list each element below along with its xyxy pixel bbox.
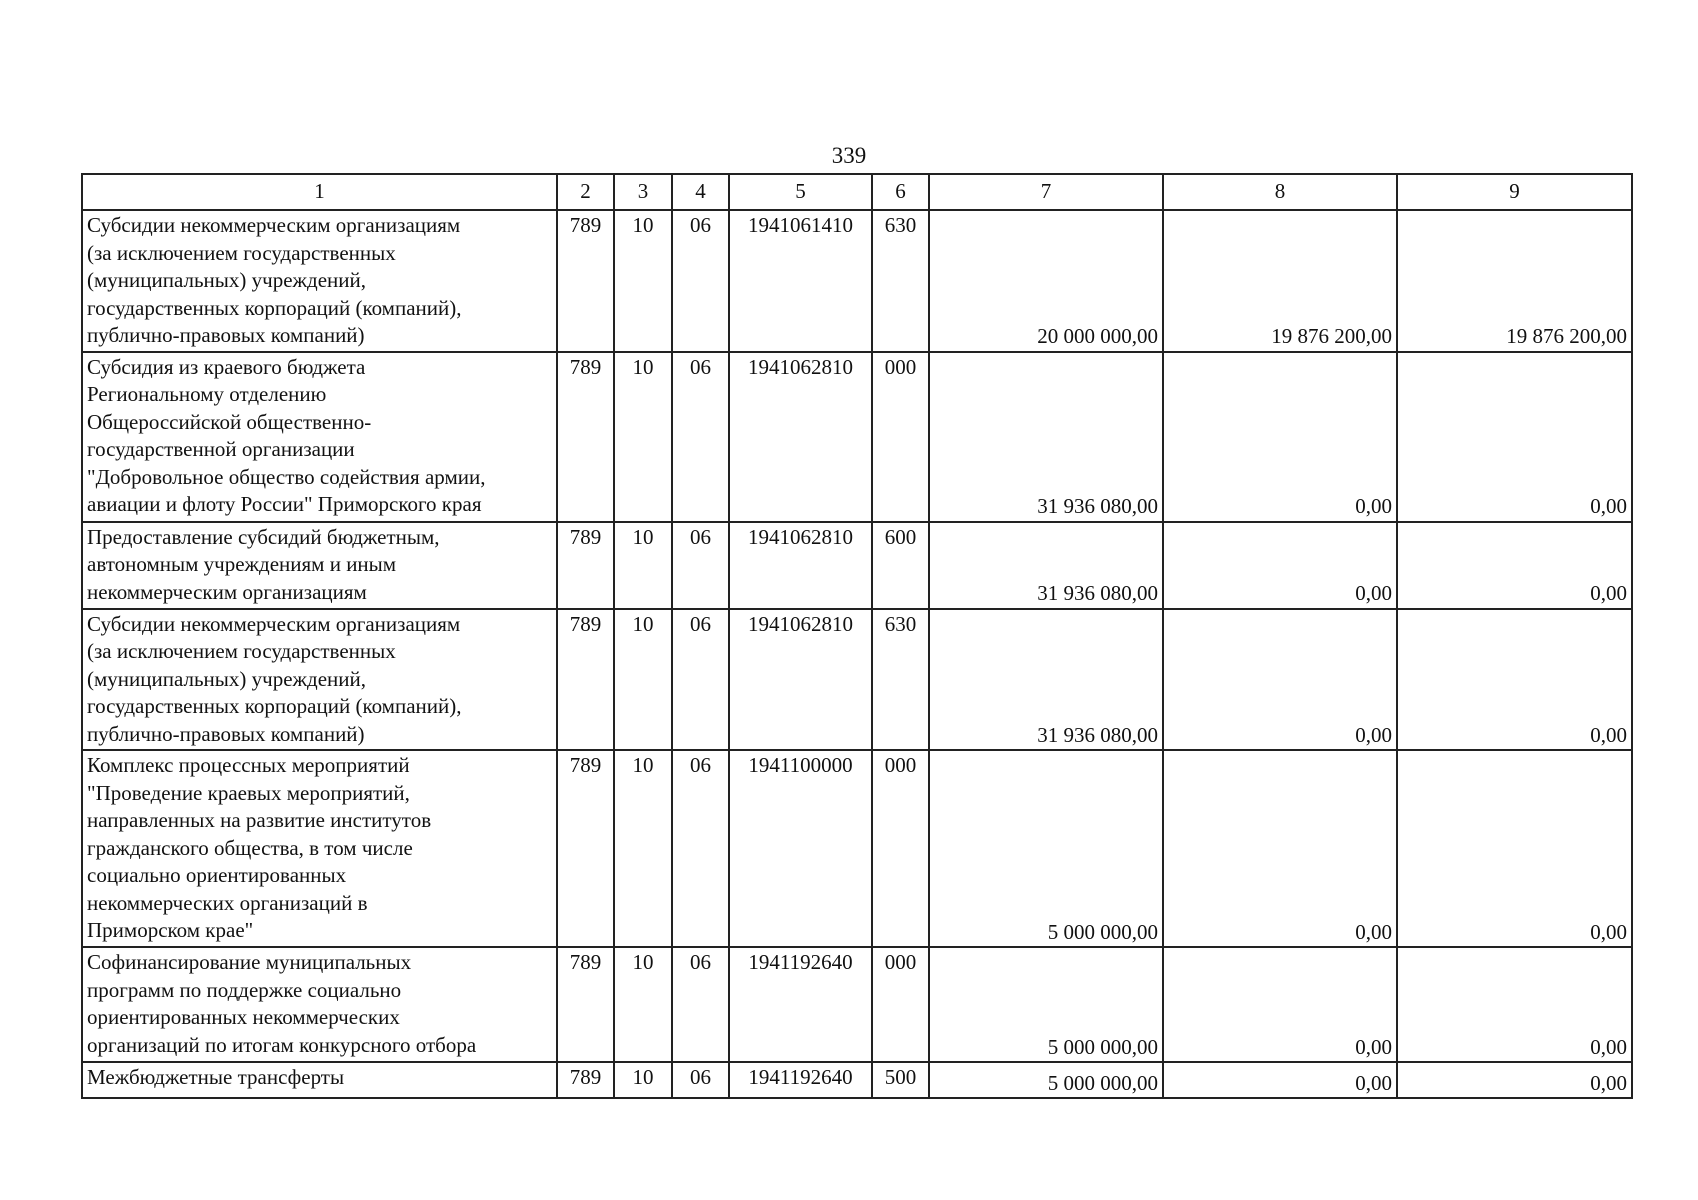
code-col4: 06	[672, 947, 729, 1062]
code-col3: 10	[614, 750, 672, 947]
code-col3: 10	[614, 522, 672, 609]
code-col5: 1941100000	[729, 750, 872, 947]
table-row	[82, 609, 1632, 751]
row-name: Субсидия из краевого бюджета Региональному отделению Общероссийской общественно- государственной организации "Добровольное общество содействия армии, авиации и флоту России" Приморского края	[82, 352, 557, 522]
amount-col9: 0,00	[1397, 1062, 1632, 1098]
code-col2: 789	[557, 1062, 614, 1098]
budget-table	[81, 173, 1633, 1099]
amount-col8: 0,00	[1163, 750, 1397, 947]
code-col2: 789	[557, 210, 614, 352]
column-header: 5	[729, 174, 872, 210]
row-name: Предоставление субсидий бюджетным, автономным учреждениям и иным некоммерческим организациям	[82, 522, 557, 609]
table-row	[82, 522, 1632, 609]
amount-col9: 0,00	[1397, 750, 1632, 947]
code-col6: 630	[872, 609, 929, 751]
table-row	[82, 210, 1632, 352]
amount-col7: 31 936 080,00	[929, 609, 1163, 751]
code-col5: 1941062810	[729, 609, 872, 751]
code-col6: 500	[872, 1062, 929, 1098]
amount-col7: 31 936 080,00	[929, 352, 1163, 522]
code-col2: 789	[557, 522, 614, 609]
column-header: 4	[672, 174, 729, 210]
column-header: 8	[1163, 174, 1397, 210]
amount-col9: 0,00	[1397, 522, 1632, 609]
code-col5: 1941062810	[729, 352, 872, 522]
column-header: 6	[872, 174, 929, 210]
row-name: Межбюджетные трансферты	[82, 1062, 557, 1098]
amount-col8: 0,00	[1163, 352, 1397, 522]
table-row	[82, 1062, 1632, 1098]
amount-col7: 20 000 000,00	[929, 210, 1163, 352]
column-header: 1	[82, 174, 557, 210]
amount-col9: 0,00	[1397, 609, 1632, 751]
row-name: Комплекс процессных мероприятий "Проведение краевых мероприятий, направленных на развитие институтов гражданского общества, в том числе социально ориентированных некоммерческих организаций в Приморском крае"	[82, 750, 557, 947]
amount-col9: 0,00	[1397, 352, 1632, 522]
table-header-row	[82, 174, 1632, 210]
table-row	[82, 947, 1632, 1062]
code-col4: 06	[672, 609, 729, 751]
code-col5: 1941062810	[729, 522, 872, 609]
code-col4: 06	[672, 352, 729, 522]
code-col3: 10	[614, 210, 672, 352]
amount-col8: 19 876 200,00	[1163, 210, 1397, 352]
code-col6: 630	[872, 210, 929, 352]
code-col2: 789	[557, 609, 614, 751]
code-col4: 06	[672, 1062, 729, 1098]
code-col3: 10	[614, 947, 672, 1062]
amount-col9: 19 876 200,00	[1397, 210, 1632, 352]
table-row	[82, 750, 1632, 947]
amount-col7: 31 936 080,00	[929, 522, 1163, 609]
column-header: 3	[614, 174, 672, 210]
amount-col7: 5 000 000,00	[929, 1062, 1163, 1098]
code-col6: 000	[872, 947, 929, 1062]
code-col6: 600	[872, 522, 929, 609]
amount-col8: 0,00	[1163, 522, 1397, 609]
code-col5: 1941061410	[729, 210, 872, 352]
code-col2: 789	[557, 352, 614, 522]
code-col3: 10	[614, 609, 672, 751]
code-col5: 1941192640	[729, 947, 872, 1062]
code-col2: 789	[557, 947, 614, 1062]
code-col5: 1941192640	[729, 1062, 872, 1098]
row-name: Субсидии некоммерческим организациям (за исключением государственных (муниципальных) учреждений, государственных корпораций (компаний), публично-правовых компаний)	[82, 609, 557, 751]
code-col3: 10	[614, 1062, 672, 1098]
code-col3: 10	[614, 352, 672, 522]
code-col4: 06	[672, 210, 729, 352]
column-header: 9	[1397, 174, 1632, 210]
code-col2: 789	[557, 750, 614, 947]
row-name: Софинансирование муниципальных программ по поддержке социально ориентированных некоммерческих организаций по итогам конкурсного отбора	[82, 947, 557, 1062]
amount-col8: 0,00	[1163, 947, 1397, 1062]
column-header: 2	[557, 174, 614, 210]
amount-col7: 5 000 000,00	[929, 750, 1163, 947]
column-header: 7	[929, 174, 1163, 210]
code-col4: 06	[672, 750, 729, 947]
page-number: 339	[831, 143, 867, 168]
row-name: Субсидии некоммерческим организациям (за исключением государственных (муниципальных) учреждений, государственных корпораций (компаний), публично-правовых компаний)	[82, 210, 557, 352]
code-col4: 06	[672, 522, 729, 609]
amount-col7: 5 000 000,00	[929, 947, 1163, 1062]
amount-col8: 0,00	[1163, 609, 1397, 751]
table-row	[82, 352, 1632, 522]
code-col6: 000	[872, 750, 929, 947]
amount-col8: 0,00	[1163, 1062, 1397, 1098]
code-col6: 000	[872, 352, 929, 522]
amount-col9: 0,00	[1397, 947, 1632, 1062]
